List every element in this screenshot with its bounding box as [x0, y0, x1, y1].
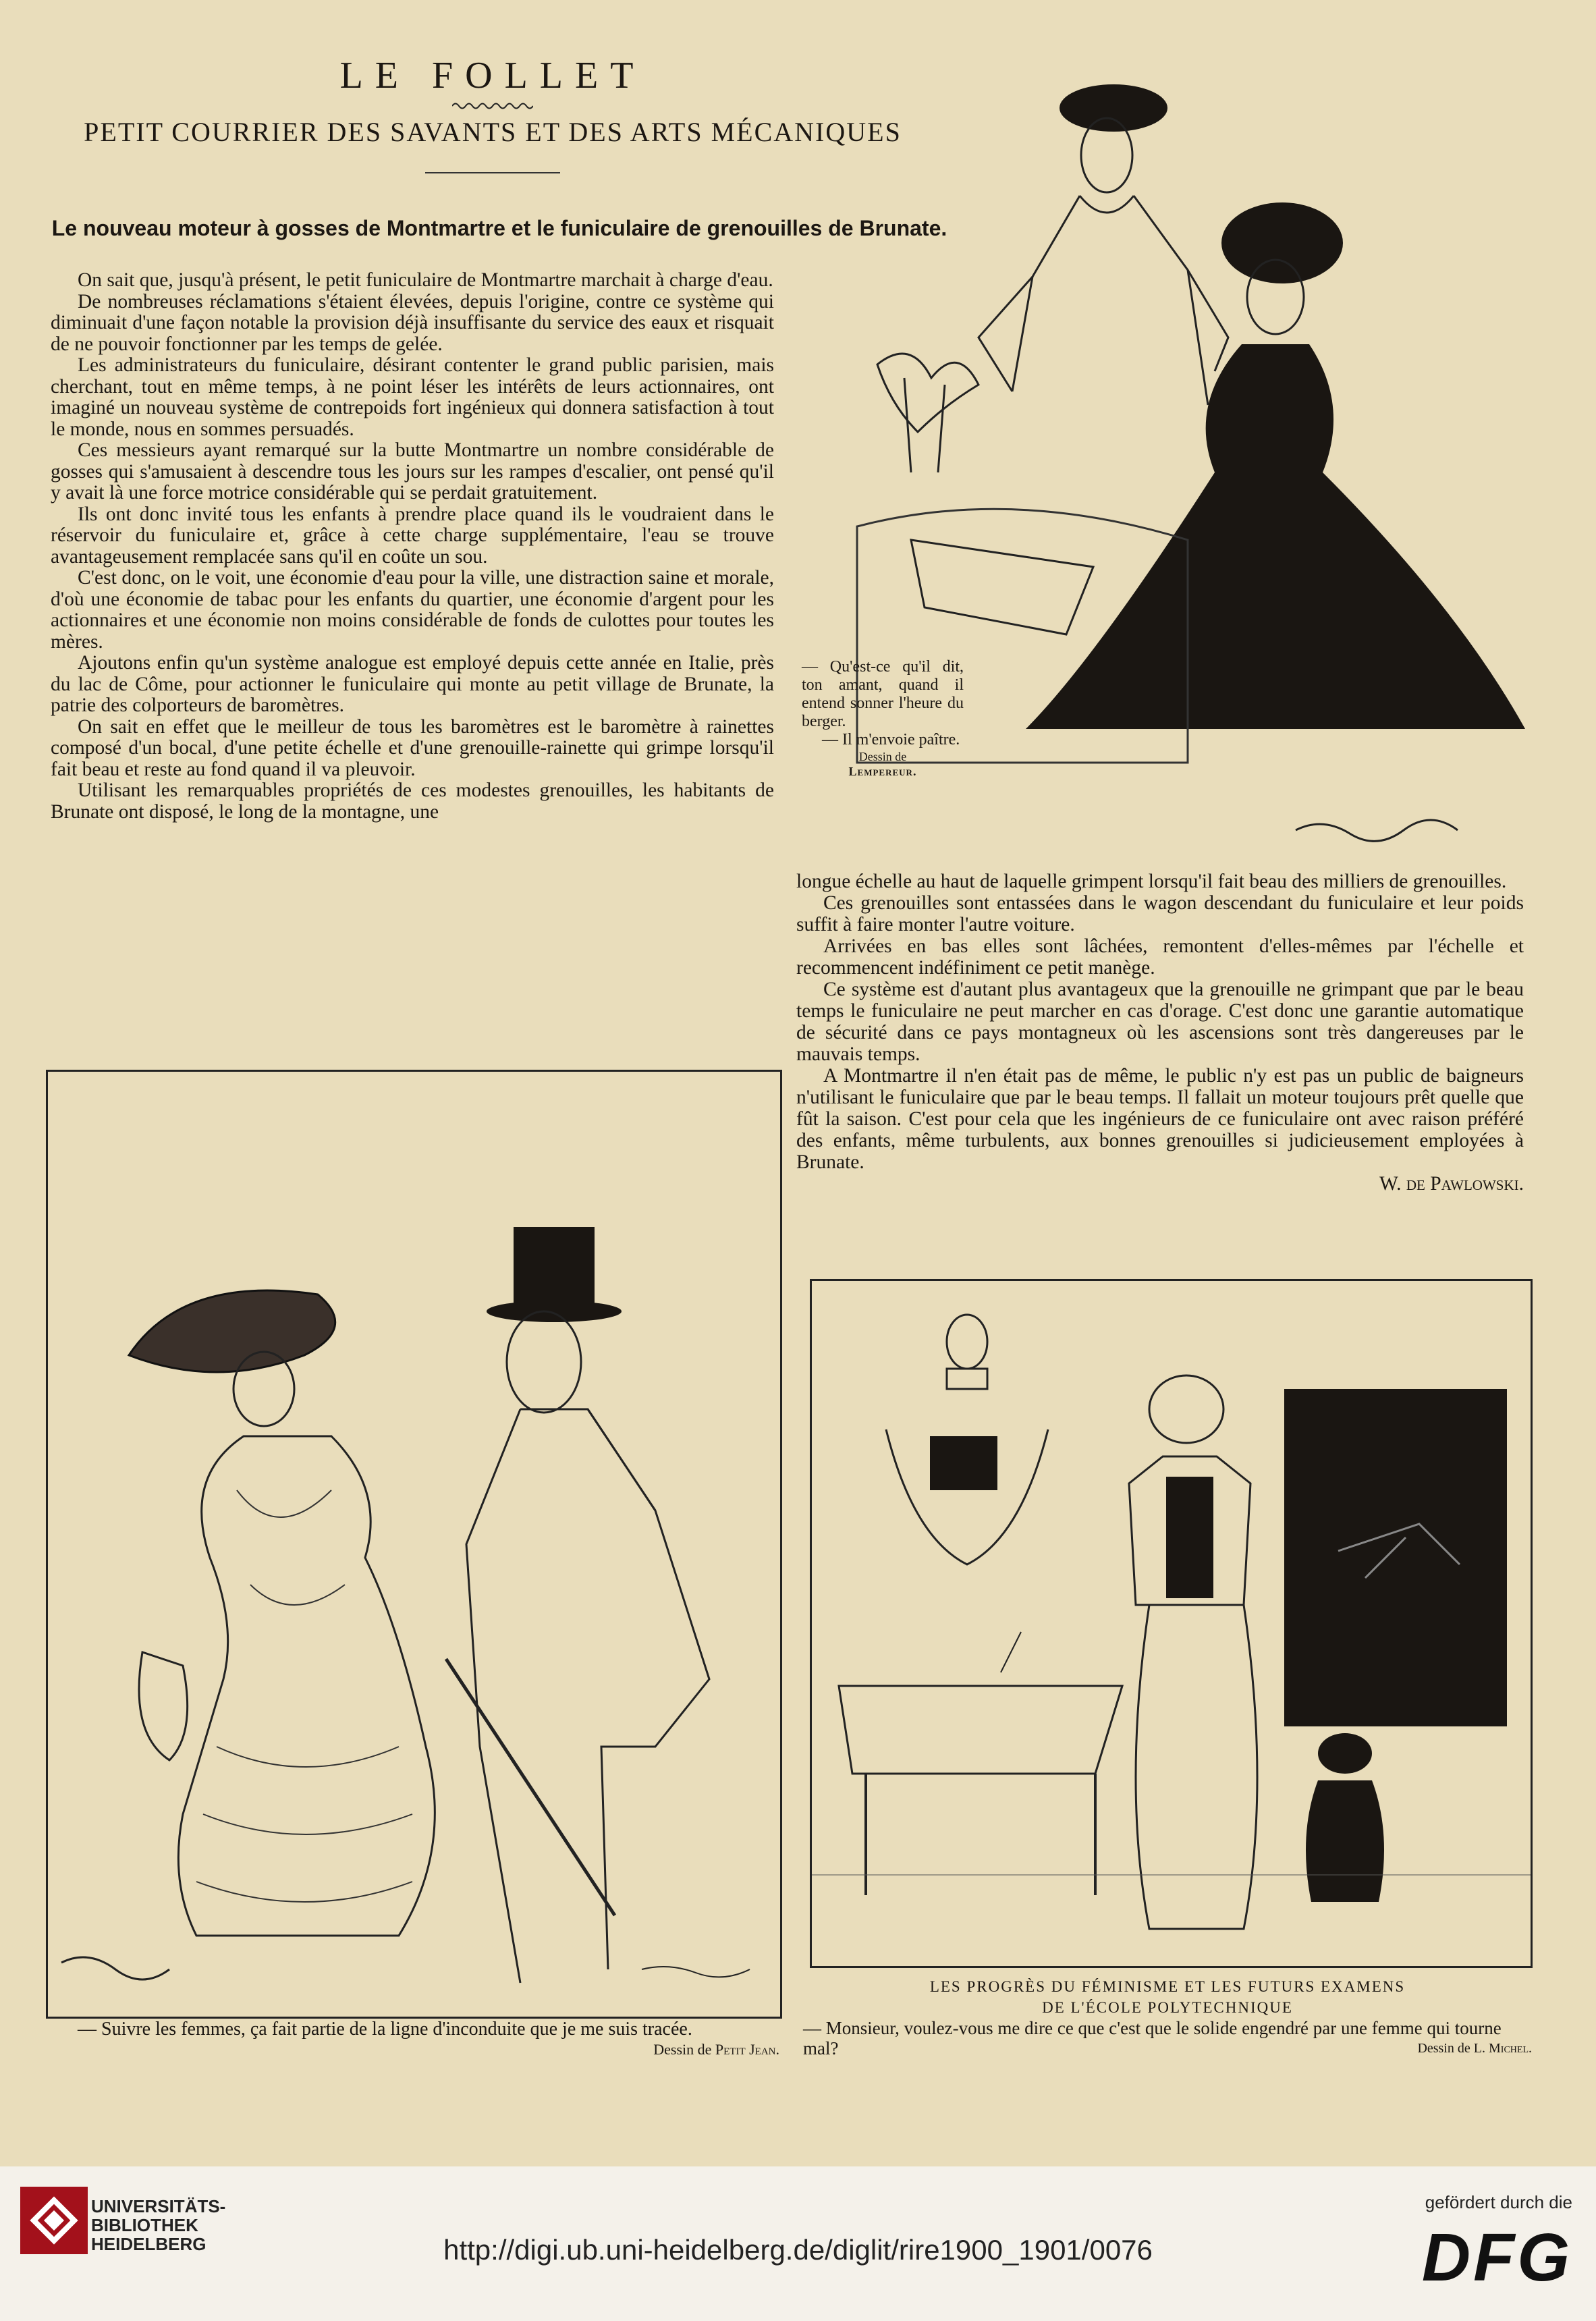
article-headline: Le nouveau moteur à gosses de Montmartre et le funiculaire de grenouilles de Brunate.: [51, 216, 947, 240]
article-left-column: [51, 270, 774, 823]
sketch-couple: [48, 1072, 780, 2017]
divider: [425, 172, 560, 173]
sketch-classroom: [812, 1281, 1531, 1966]
library-name-line: BIBLIOTHEK: [91, 2215, 198, 2235]
ornament-squiggle: [452, 101, 533, 111]
digitization-footer: [0, 2166, 1596, 2321]
paragraph: On sait en effet que le meilleur de tous les baromètres est le baromètre à rainettes composé d'un bocal, d'une petite échelle et d'une grenouille-rainette qui grimpe lorsqu'il fait beau et reste au fond quand il va pleuvoir.: [51, 715, 774, 780]
paragraph: On sait que, jusqu'à présent, le petit funiculaire de Montmartre marchait à charge d'eau.: [78, 269, 773, 291]
library-name-line: HEIDELBERG: [91, 2234, 207, 2254]
credit-label: Dessin de: [653, 2041, 712, 2058]
caption-title: DE L'ÉCOLE POLYTECHNIQUE: [1042, 1999, 1293, 2016]
credit-label: Dessin de: [858, 750, 907, 763]
paragraph: Ces messieurs ayant remarqué sur la butte Montmartre un nombre considérable de gosses qui s'amusaient à descendre tous les jours sur les rampes d'escalier, ont pensé qu'il y avait là une force motrice considérable qui se perdait gratuitement.: [51, 439, 774, 503]
masthead-title: LE FOLLET: [339, 55, 646, 97]
figure-caption: [51, 2019, 779, 2058]
library-name-line: UNIVERSITÄTS-: [91, 2196, 226, 2216]
article-right-column: [796, 871, 1524, 1195]
paragraph: De nombreuses réclamations s'étaient élevées, depuis l'origine, contre ce système qui diminuait d'une façon notable la provision déjà insuffisante du service des eaux et risquait de ne pouvoir fonctionner par les temps de gelée.: [51, 290, 774, 355]
paragraph: Ajoutons enfin qu'un système analogue est employé depuis cette année en Italie, près du lac de Côme, pour actionner le funiculaire qui monte au petit village de Brunate, la patrie des colporteurs de baromètres.: [51, 652, 774, 716]
illustration-couple: [46, 1070, 782, 2019]
illustration-classroom: [810, 1279, 1533, 1968]
source-url-link[interactable]: http://digi.ub.uni-heidelberg.de/diglit/rire1900_1901/0076: [443, 2234, 1153, 2266]
masthead: [81, 54, 904, 173]
caption-text: — Monsieur, voulez-vous me dire ce que c'est que le solide engendré par une femme qui tourne mal?: [803, 2018, 1502, 2058]
paragraph: longue échelle au haut de laquelle grimpent lorsqu'il fait beau des milliers de grenouilles.: [796, 871, 1507, 892]
figure-credit: [1417, 2038, 1532, 2058]
masthead-subtitle: PETIT COURRIER DES SAVANTS ET DES ARTS MÉCANIQUES: [84, 117, 902, 147]
figure-caption: [803, 1976, 1532, 2058]
credit-name: L. Michel.: [1473, 2041, 1532, 2056]
paragraph: Ce système est d'autant plus avantageux que la grenouille ne grimpant que par le beau temps le funiculaire ne peut marcher en cas d'orage. C'est donc une garantie automatique de sécurité dans ce pays montagneux où les ascensions sont très dangereuses par le mauvais temps.: [796, 979, 1524, 1065]
figure-caption: [802, 658, 964, 779]
credit-name: Petit Jean.: [715, 2041, 779, 2058]
credit-name: Lempereur.: [848, 765, 917, 778]
caption-text: — Il m'envoie paître.: [822, 731, 960, 748]
paragraph: Les administrateurs du funiculaire, désirant contenter le grand public parisien, mais cherchant, tout en même temps, à ne point léser les intérêts de leurs actionnaires, ont imaginé un nouveau système de contrepoids fort ingénieux qui donnera satisfaction à tout le monde, nous en sommes persuadés.: [51, 354, 774, 440]
author-signature: W. de Pawlowski.: [1379, 1173, 1524, 1195]
paragraph: A Montmartre il n'en était pas de même, le public n'y est pas un public de baigneurs n'utilisant le funiculaire que par le beau temps. Il fallait un moteur toujours prêt quelle que fût la saison. C'est pour cela que les ingénieurs de ce funiculaire ont avec raison préféré des enfants, même turbulents, aux bonnes grenouilles si judicieusement employées à Brunate.: [796, 1065, 1524, 1173]
paragraph: Arrivées en bas elles sont lâchées, remontent d'elles-mêmes par l'échelle et recommencent indéfiniment ce petit manège.: [796, 935, 1524, 979]
caption-text-block: [803, 2018, 1532, 2058]
caption-title: LES PROGRÈS DU FÉMINISME ET LES FUTURS EXAMENS: [929, 1978, 1406, 1995]
paragraph: C'est donc, on le voit, une économie d'eau pour la ville, une distraction saine et morale, d'où une économie de tabac pour les enfants du quartier, une économie d'argent pour les actionnaires et une économie non moins considérable de fonds de culottes pour toutes les mères.: [51, 567, 774, 653]
paragraph: Ces grenouilles sont entassées dans le wagon descendant du funiculaire et leur poids suffit à faire monter l'autre voiture.: [796, 892, 1524, 935]
dfg-logo: DFG: [1421, 2220, 1572, 2295]
paragraph: Ils ont donc invité tous les enfants à prendre place quand ils le voudraient dans le réservoir du funiculaire et, grâce à cette charge supplémentaire, l'eau se trouve avantageusement remplacée sans qu'il en coûte un sou.: [51, 503, 774, 568]
figure-credit: [653, 2040, 779, 2060]
signature-row: [796, 1173, 1524, 1195]
caption-text: — Suivre les femmes, ça fait partie de la ligne d'inconduite que je me suis tracée.: [78, 2019, 692, 2040]
funded-by-label: gefördert durch die: [1425, 2192, 1572, 2212]
paragraph: Utilisant les remarquables propriétés de ces modestes grenouilles, les habitants de Brunate ont disposé, le long de la montagne, une: [51, 780, 774, 823]
credit-label: Dessin de: [1417, 2041, 1470, 2056]
caption-text: — Qu'est-ce qu'il dit, ton amant, quand il entend sonner l'heure du berger.: [802, 658, 964, 730]
